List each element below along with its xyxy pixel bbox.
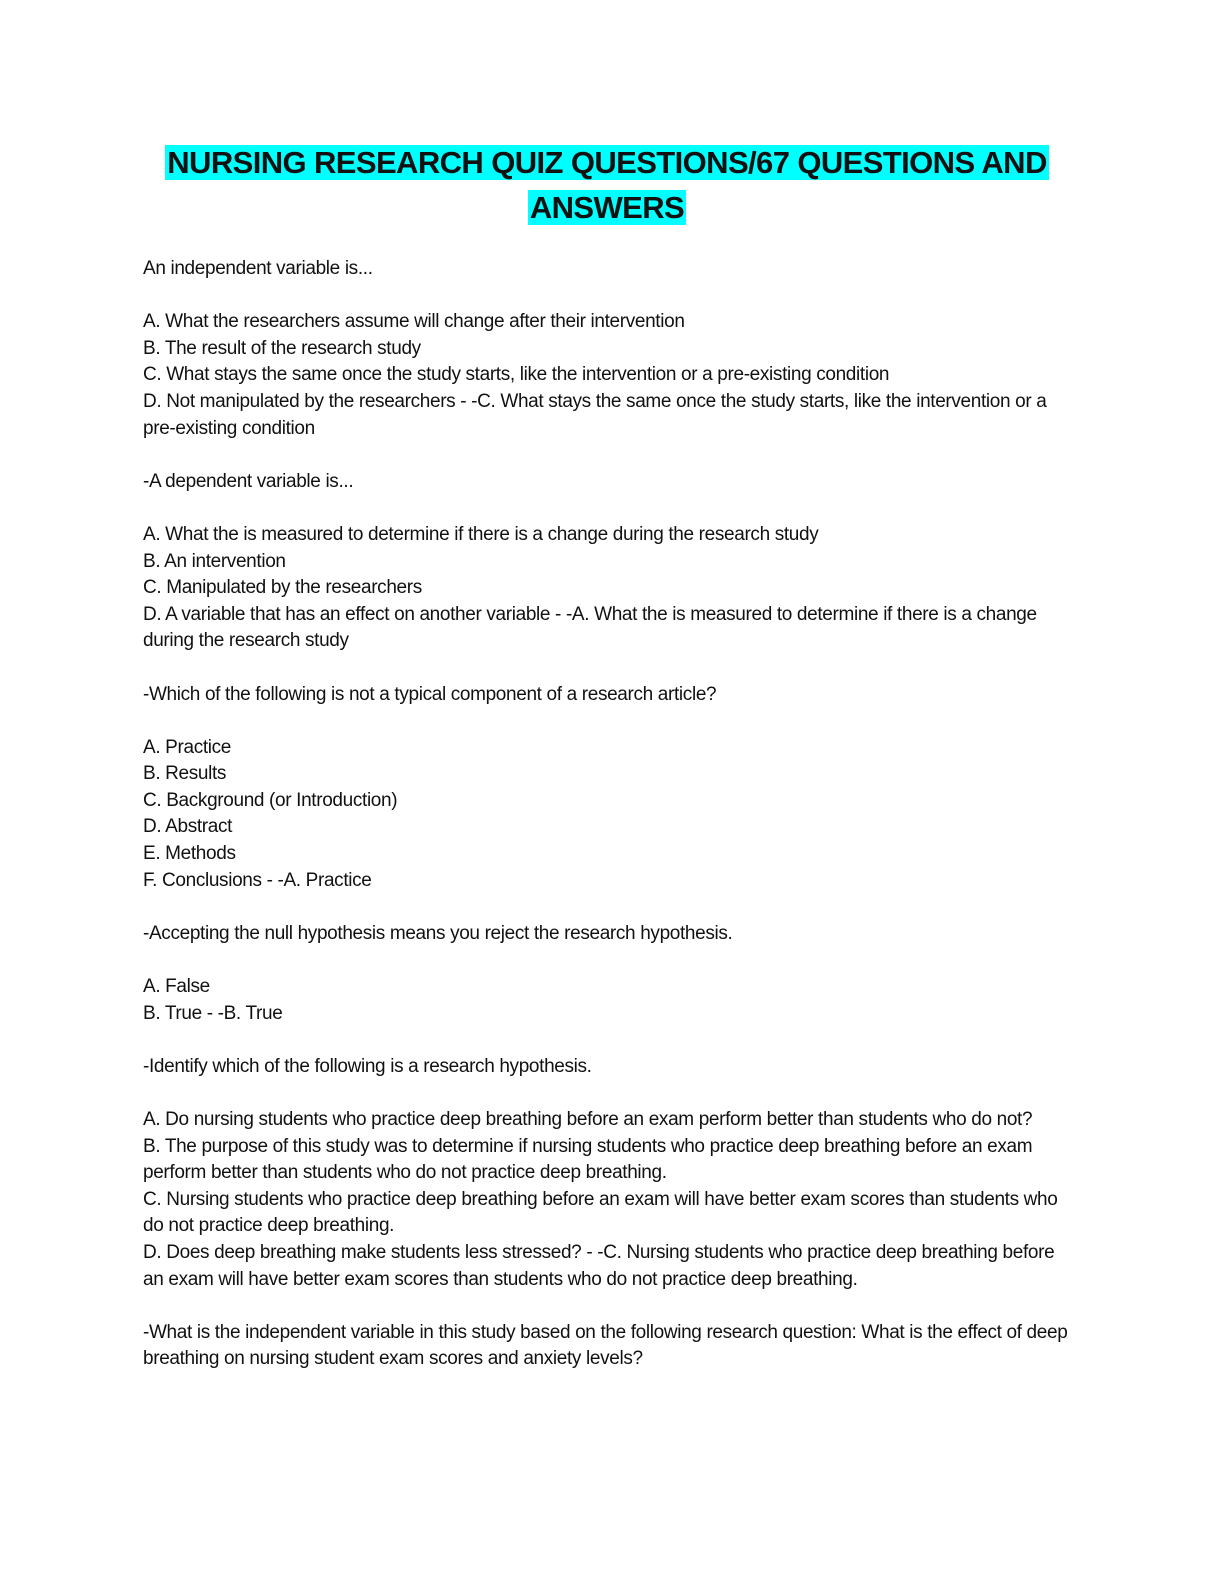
- question-1: [143, 256, 1078, 442]
- question-3: [143, 682, 1078, 895]
- question-prompt: -What is the independent variable in this study based on the following research question: What is the effect of deep breathing on nursing student exam scores and anxiety levels?: [143, 1321, 1068, 1370]
- question-4: [143, 921, 1078, 1027]
- answer-option: A. Practice: [143, 736, 232, 758]
- document-title-text: NURSING RESEARCH QUIZ QUESTIONS/67 QUESTIONS AND ANSWERS: [167, 145, 1047, 225]
- answer-option: A. Do nursing students who practice deep breathing before an exam perform better than students who do not?: [143, 1109, 1033, 1130]
- answer-option: B. The purpose of this study was to determine if nursing students who practice deep breathing before an exam perform better than students who do not practice deep breathing.: [143, 1135, 1033, 1184]
- answer-option-with-answer: D. A variable that has an effect on another variable - -A. What the is measured to determine if there is a change during the research study: [143, 603, 1037, 652]
- answer-option: C. Background (or Introduction): [143, 789, 398, 811]
- question-5: [143, 1054, 1078, 1293]
- question-prompt: -Which of the following is not a typical component of a research article?: [143, 683, 717, 705]
- question-prompt: An independent variable is...: [143, 258, 373, 279]
- question-prompt: -Accepting the null hypothesis means you reject the research hypothesis.: [143, 922, 733, 944]
- answer-option: C. Nursing students who practice deep breathing before an exam will have better exam scores than students who do not practice deep breathing.: [143, 1188, 1058, 1237]
- document-title: [140, 140, 1074, 230]
- answer-option: A. False: [143, 976, 210, 998]
- answer-option: A. What the researchers assume will change after their intervention: [143, 311, 685, 333]
- answer-option-with-answer: B. True - -B. True: [143, 1002, 283, 1024]
- answer-option: B. Results: [143, 763, 227, 785]
- answer-option: E. Methods: [143, 843, 236, 865]
- answer-option: C. Manipulated by the researchers: [143, 577, 422, 599]
- answer-option-with-answer: D. Does deep breathing make students less stressed? - -C. Nursing students who practice deep breathing before an exam will have better exam scores than students who do not practice deep breathing.: [143, 1241, 1055, 1290]
- answer-option: B. An intervention: [143, 550, 286, 572]
- question-prompt: -A dependent variable is...: [143, 470, 354, 492]
- answer-option: D. Abstract: [143, 816, 233, 838]
- question-6: [143, 1320, 1078, 1373]
- answer-option-with-answer: D. Not manipulated by the researchers - -C. What stays the same once the study starts, like the intervention or a pre-existing condition: [143, 390, 1047, 439]
- answer-option-with-answer: F. Conclusions - -A. Practice: [143, 869, 372, 891]
- answer-option: A. What the is measured to determine if there is a change during the research study: [143, 523, 819, 545]
- question-2: [143, 469, 1078, 655]
- answer-option: C. What stays the same once the study starts, like the intervention or a pre-existing condition: [143, 364, 890, 386]
- question-prompt: -Identify which of the following is a research hypothesis.: [143, 1055, 592, 1077]
- document-body: [143, 256, 1078, 1400]
- answer-option: B. The result of the research study: [143, 337, 421, 359]
